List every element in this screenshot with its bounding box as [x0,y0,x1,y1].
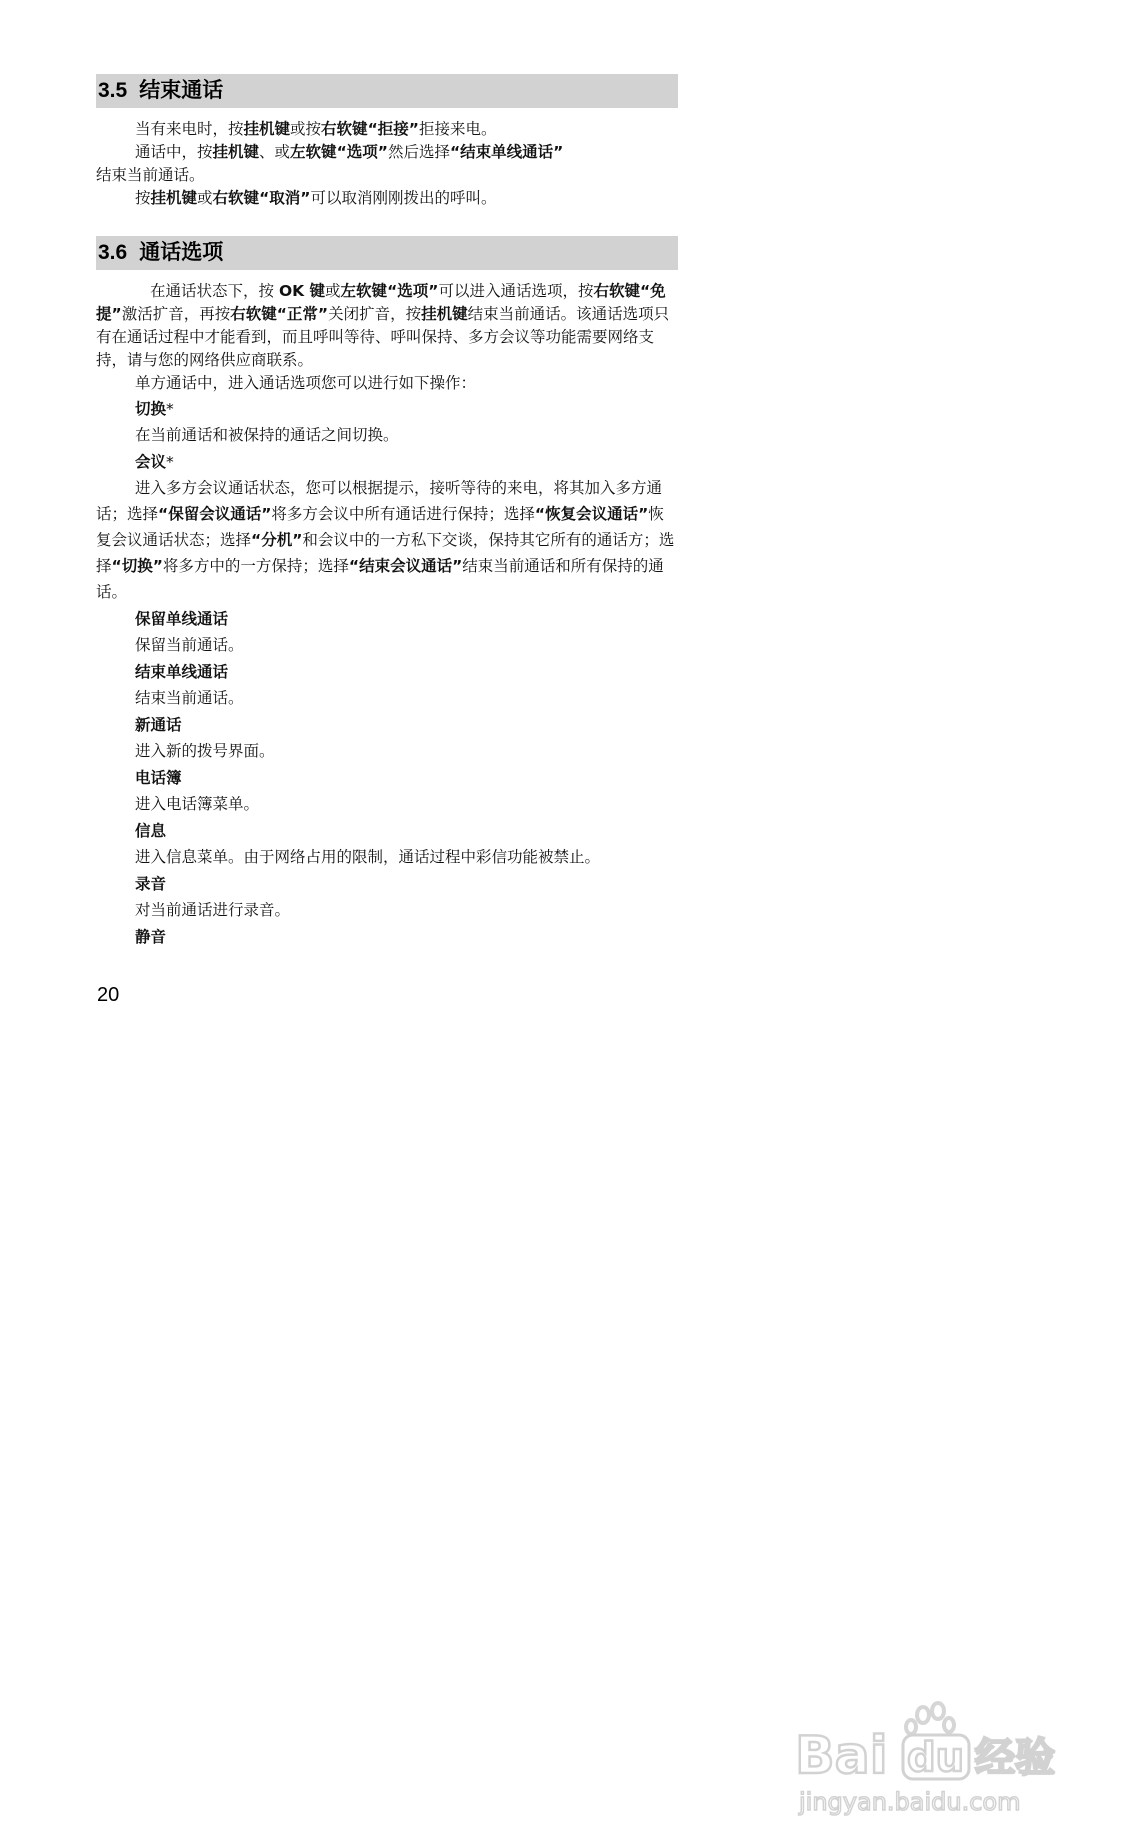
section-number: 3.6 [98,241,128,264]
section-body-3-5 [96,118,678,210]
option-name: “结束会议通话” [348,557,463,575]
option-name: “切换” [111,557,163,575]
term-mute: 静音 [135,928,167,946]
option-name: “恢复会议通话” [534,505,649,523]
text-run: 可以取消刚刚拨出的呼叫。 [310,189,497,207]
section-heading-3-6 [96,236,678,270]
text-run: 按 [135,189,151,207]
option-name: “取消” [259,189,311,207]
term-messages: 信息 [135,822,167,840]
option-name: “保留会议通话” [158,505,272,523]
text-run: 可以进入通话选项，按 [438,282,594,300]
term-new-call: 新通话 [135,716,182,734]
key-name: 挂机键 [421,305,468,323]
svg-text:du: du [907,1735,965,1781]
text-run: 将多方中的一方保持；选择 [162,557,349,575]
option-name: “选项” [336,143,388,161]
desc-hold-single: 保留当前通话。 [135,636,244,654]
paragraph-incoming-call [96,118,678,141]
document-page [96,74,678,950]
text-run: 当有来电时，按 [135,120,244,138]
key-name: 右软键 [212,189,260,207]
text-run: 恢复会议通话状态；选择 [96,505,664,549]
key-name: 左软键 [340,282,388,300]
key-name: 右软键 [230,305,277,323]
text-run: 或 [197,189,213,207]
key-name: 左软键 [290,143,337,161]
option-name: “拒接” [367,120,419,138]
term-label: 切换 [135,400,167,418]
option-name: “选项” [387,282,439,300]
svg-text:Bai: Bai [795,1726,888,1786]
section-body-3-6 [96,280,678,950]
section-number: 3.5 [98,79,128,102]
text-run: 将多方会议中所有通话进行保持；选择 [271,505,535,523]
option-name: “正常” [276,305,329,323]
paragraph-continuation: 结束当前通话。 [96,166,205,184]
page-number: 20 [97,984,120,1006]
text-run: 或按 [290,120,322,138]
option-name: “分机” [251,531,303,549]
desc-messages: 进入信息菜单。由于网络占用的限制，通话过程中彩信功能被禁止。 [135,848,601,866]
key-name: 挂机键 [243,120,291,138]
text-run: 进入多方会议通话状态，您可以根据提示，接听等待的来电，将其加入多方通话；选择 [96,479,663,523]
text-run: 在通话状态下，按 [150,282,279,300]
term-label: 会议 [135,453,167,471]
text-run: 或 [325,282,341,300]
key-name: 右软键 [321,120,368,138]
text-run: 通话中，按 [135,143,213,161]
desc-phonebook: 进入电话簿菜单。 [135,795,260,813]
key-name: 右软键 [593,282,640,300]
asterisk: * [166,453,174,471]
term-conference [96,449,678,475]
text-run: 结束当前通话和所有保持的通话。 [96,557,664,601]
term-phonebook: 电话簿 [135,769,182,787]
svg-text:jingyan.baidu.com: jingyan.baidu.com [799,1788,1021,1816]
text-run: 然后选择 [387,143,450,161]
text-run: 和会议中的一方私下交谈，保持其它所有的通话方；选择 [96,531,675,575]
text-run: 关闭扩音，按 [328,305,422,323]
term-switch [96,396,678,422]
desc-record: 对当前通话进行录音。 [135,901,291,919]
key-name: 挂机键 [150,189,198,207]
paragraph-lead: 单方通话中，进入通话选项您可以进行如下操作： [135,374,477,392]
svg-text:经验: 经验 [975,1735,1055,1781]
term-record: 录音 [135,875,167,893]
section-title: 结束通话 [139,79,224,102]
desc-conference [96,475,678,605]
desc-new-call: 进入新的拨号界面。 [135,742,275,760]
text-run: 、或 [259,143,291,161]
key-name: 挂机键 [212,143,260,161]
text-run: 结束当前通话。该通话选项只有在通话过程中才能看到，而且呼叫等待、呼叫保持、多方会议等功能需要网络支持，请与您的网络供应商联系。 [96,305,670,369]
paragraph-during-call [96,141,678,164]
term-hold-single: 保留单线通话 [135,610,229,628]
paragraph-cancel-call [96,187,678,210]
desc-switch: 在当前通话和被保持的通话之间切换。 [135,426,399,444]
section-title: 通话选项 [139,241,224,264]
paragraph-intro [96,280,678,372]
baidu-jingyan-watermark [795,1695,1065,1845]
key-name: OK 键 [278,282,326,300]
section-heading-3-5 [96,74,678,108]
term-end-single: 结束单线通话 [135,663,229,681]
text-run: 激活扩音，再按 [121,305,231,323]
text-run: 拒接来电。 [418,120,497,138]
asterisk: * [166,400,174,418]
option-name: “结束单线通话” [449,143,564,161]
option-name: “免提” [96,282,666,323]
desc-end-single: 结束当前通话。 [135,689,244,707]
